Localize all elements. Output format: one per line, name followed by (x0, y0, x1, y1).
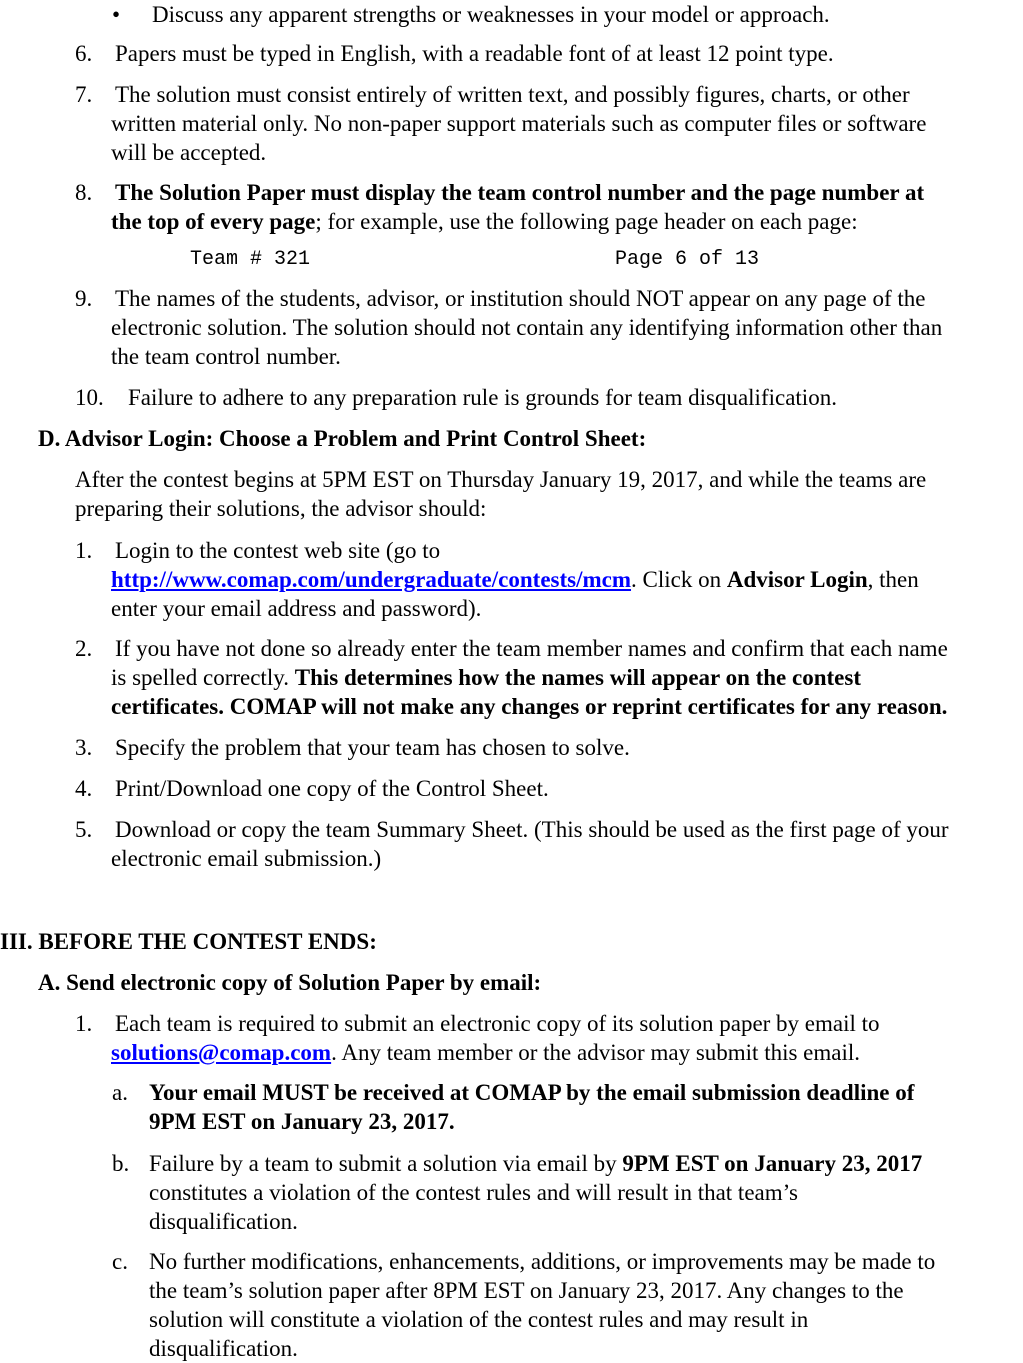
sub-letter: c. (112, 1249, 128, 1274)
sub-text: disqualification. (149, 1209, 298, 1234)
rule-text-line: the team control number. (111, 344, 341, 369)
rule-text: Failure to adhere to any preparation rule is grounds for team disqualification. (128, 385, 837, 410)
step-text: is spelled correctly. (111, 665, 295, 690)
intro-line: preparing their solutions, the advisor should: (75, 496, 487, 521)
step-text-bold: This determines how the names will appear on the contest (294, 665, 861, 690)
rule-9 (75, 284, 1020, 371)
rule-7 (75, 80, 1015, 167)
step-text: electronic email submission.) (111, 846, 382, 871)
sub-letter: b. (112, 1151, 130, 1176)
rule-8 (75, 178, 1015, 236)
step-text: Print/Download one copy of the Control Sheet. (115, 776, 549, 801)
step-text: If you have not done so already enter the team member names and confirm that each name (115, 636, 948, 661)
advisor-login-label: Advisor Login (726, 567, 868, 592)
rule-number: 8. (75, 180, 93, 205)
section-d-intro (75, 465, 1015, 523)
step-number: 1. (75, 1011, 93, 1036)
step-number: 2. (75, 636, 93, 661)
iii-sub-a (112, 1078, 1012, 1136)
sub-text: No further modifications, enhancements, additions, or improvements may be made to (149, 1249, 936, 1274)
section-iii-heading: III. BEFORE THE CONTEST ENDS: (0, 929, 377, 954)
sub-text: solution will constitute a violation of the contest rules and may result in (149, 1307, 809, 1332)
iii-sub-c (112, 1247, 1012, 1363)
d-step-5 (75, 815, 1023, 873)
bullet-text: Discuss any apparent strengths or weaknesses in your model or approach. (152, 2, 830, 27)
bullet-glyph: • (112, 2, 121, 27)
step-text-bold: certificates. COMAP will not make any changes or reprint certificates for any reason. (111, 694, 948, 719)
step-number: 3. (75, 735, 93, 760)
d-step-2 (75, 634, 1023, 721)
rule-number: 7. (75, 82, 93, 107)
step-text: Login to the contest web site (go to (115, 538, 441, 563)
rule-6 (75, 39, 1015, 68)
step-number: 4. (75, 776, 93, 801)
sub-text: Failure by a team to submit a solution via email by (149, 1151, 623, 1176)
rule-number: 6. (75, 41, 93, 66)
comap-contest-link[interactable]: http://www.comap.com/undergraduate/contests/mcm (111, 567, 632, 592)
iii-step-1 (75, 1009, 1015, 1067)
sub-text-bold: 9PM EST on January 23, 2017. (149, 1109, 455, 1134)
section-iii-a-heading: A. Send electronic copy of Solution Paper by email: (38, 970, 542, 995)
sub-text-bold: Your email MUST be received at COMAP by the email submission deadline of (149, 1080, 915, 1105)
solutions-email-link[interactable]: solutions@comap.com (111, 1040, 332, 1065)
rule-number: 10. (75, 385, 104, 410)
d-step-1 (75, 536, 1015, 623)
sub-text: disqualification. (149, 1336, 298, 1361)
rule-text-line: written material only. No non-paper support materials such as computer files or software (111, 111, 927, 136)
rule-text-line: The names of the students, advisor, or institution should NOT appear on any page of the (115, 286, 926, 311)
sub-text-bold: 9PM EST on January 23, 2017 (622, 1151, 923, 1176)
rule-text-line: will be accepted. (111, 140, 267, 165)
rule-text-bold: the top of every page (111, 209, 316, 234)
step-text: Each team is required to submit an electronic copy of its solution paper by email to (115, 1011, 880, 1036)
header-example-left: Team # 321 (190, 248, 311, 271)
sub-text: constitutes a violation of the contest rules and will result in that team’s (149, 1180, 798, 1205)
bullet-item (112, 0, 120, 29)
rule-text-bold: The Solution Paper must display the team control number and the page number at (115, 180, 925, 205)
intro-line: After the contest begins at 5PM EST on Thursday January 19, 2017, and while the teams are (75, 467, 927, 492)
header-example-right: Page 6 of 13 (615, 248, 760, 271)
step-text: Download or copy the team Summary Sheet. (This should be used as the first page of your (115, 817, 949, 842)
step-text: . Click on (631, 567, 727, 592)
rule-text-line: The solution must consist entirely of written text, and possibly figures, charts, or other (115, 82, 910, 107)
step-text: enter your email address and password). (111, 596, 482, 621)
d-step-4 (75, 774, 1015, 803)
rule-10 (75, 383, 1015, 412)
d-step-3 (75, 733, 1015, 762)
rule-text: ; for example, use the following page header on each page: (315, 209, 858, 234)
step-text: . Any team member or the advisor may submit this email. (331, 1040, 861, 1065)
sub-text: the team’s solution paper after 8PM EST on January 23, 2017. Any changes to the (149, 1278, 904, 1303)
rule-text: Papers must be typed in English, with a readable font of at least 12 point type. (115, 41, 834, 66)
iii-sub-b (112, 1149, 1012, 1236)
sub-letter: a. (112, 1080, 128, 1105)
section-d-heading: D. Advisor Login: Choose a Problem and Print Control Sheet: (38, 426, 647, 451)
rule-number: 9. (75, 286, 93, 311)
step-number: 5. (75, 817, 93, 842)
rule-text-line: electronic solution. The solution should not contain any identifying information other than (111, 315, 943, 340)
step-number: 1. (75, 538, 93, 563)
step-text: , then (867, 567, 919, 592)
step-text: Specify the problem that your team has chosen to solve. (115, 735, 630, 760)
